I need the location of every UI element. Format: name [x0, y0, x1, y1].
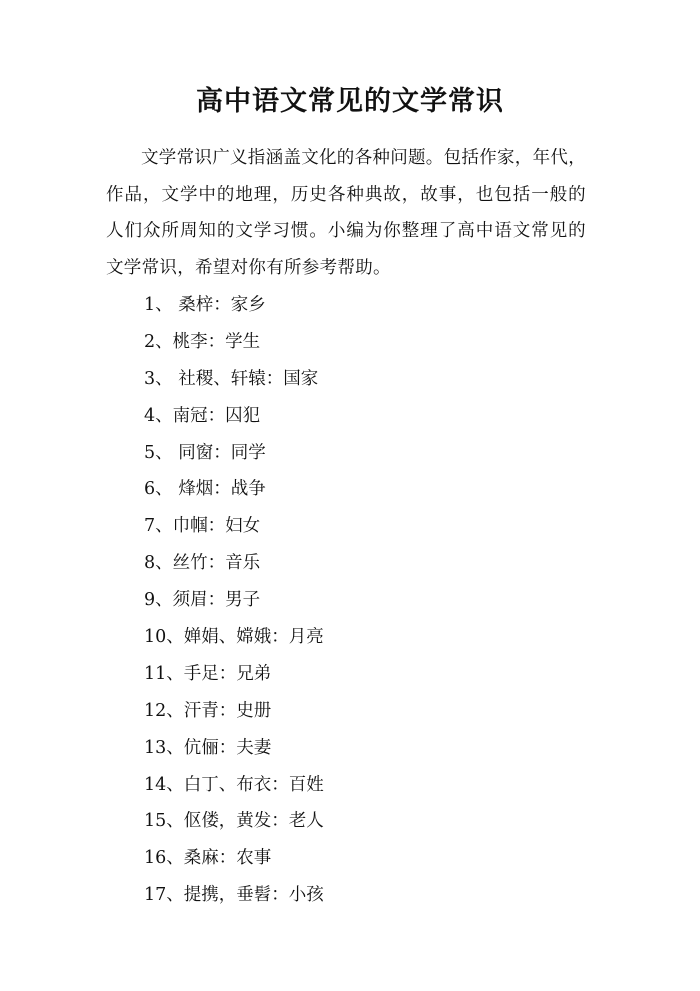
list-item: 3、 社稷、轩辕：国家 [144, 368, 319, 389]
list-item: 2、桃李：学生 [144, 331, 261, 352]
list-item: 10、婵娟、嫦娥：月亮 [144, 627, 324, 648]
list-item: 12、汗青：史册 [144, 700, 272, 721]
list-item: 5、 同窗：同学 [144, 442, 266, 463]
intro-paragraph: 文学常识广义指涵盖文化的各种问题。包括作家，年代，作品，文学中的地理，历史各种典故，故事，也包括一般的人们众所周知的文学习惯。小编为你整理了高中语文常见的文学常识，希望对你有所参考帮助。 [106, 148, 586, 278]
list-item: 1、 桑梓：家乡 [144, 295, 266, 315]
list-item: 16、桑麻：农事 [144, 848, 272, 869]
list-item: 8、丝竹：音乐 [144, 553, 261, 574]
list-item: 14、白丁、布衣：百姓 [144, 774, 324, 795]
list-item: 13、伉俪：夫妻 [144, 737, 272, 758]
list-item: 6、 烽烟：战争 [144, 479, 266, 500]
list-item: 11、手足：兄弟 [144, 663, 272, 684]
list-item: 4、南冠：囚犯 [144, 405, 261, 426]
list-item: 15、伛偻，黄发：老人 [144, 811, 324, 832]
list-item: 7、巾帼：妇女 [144, 516, 261, 537]
list-item: 9、须眉：男子 [144, 590, 261, 611]
list-item: 17、提携，垂髫：小孩 [144, 885, 324, 906]
document-title: 高中语文常见的文学常识 [196, 86, 504, 117]
term-list [144, 287, 324, 914]
